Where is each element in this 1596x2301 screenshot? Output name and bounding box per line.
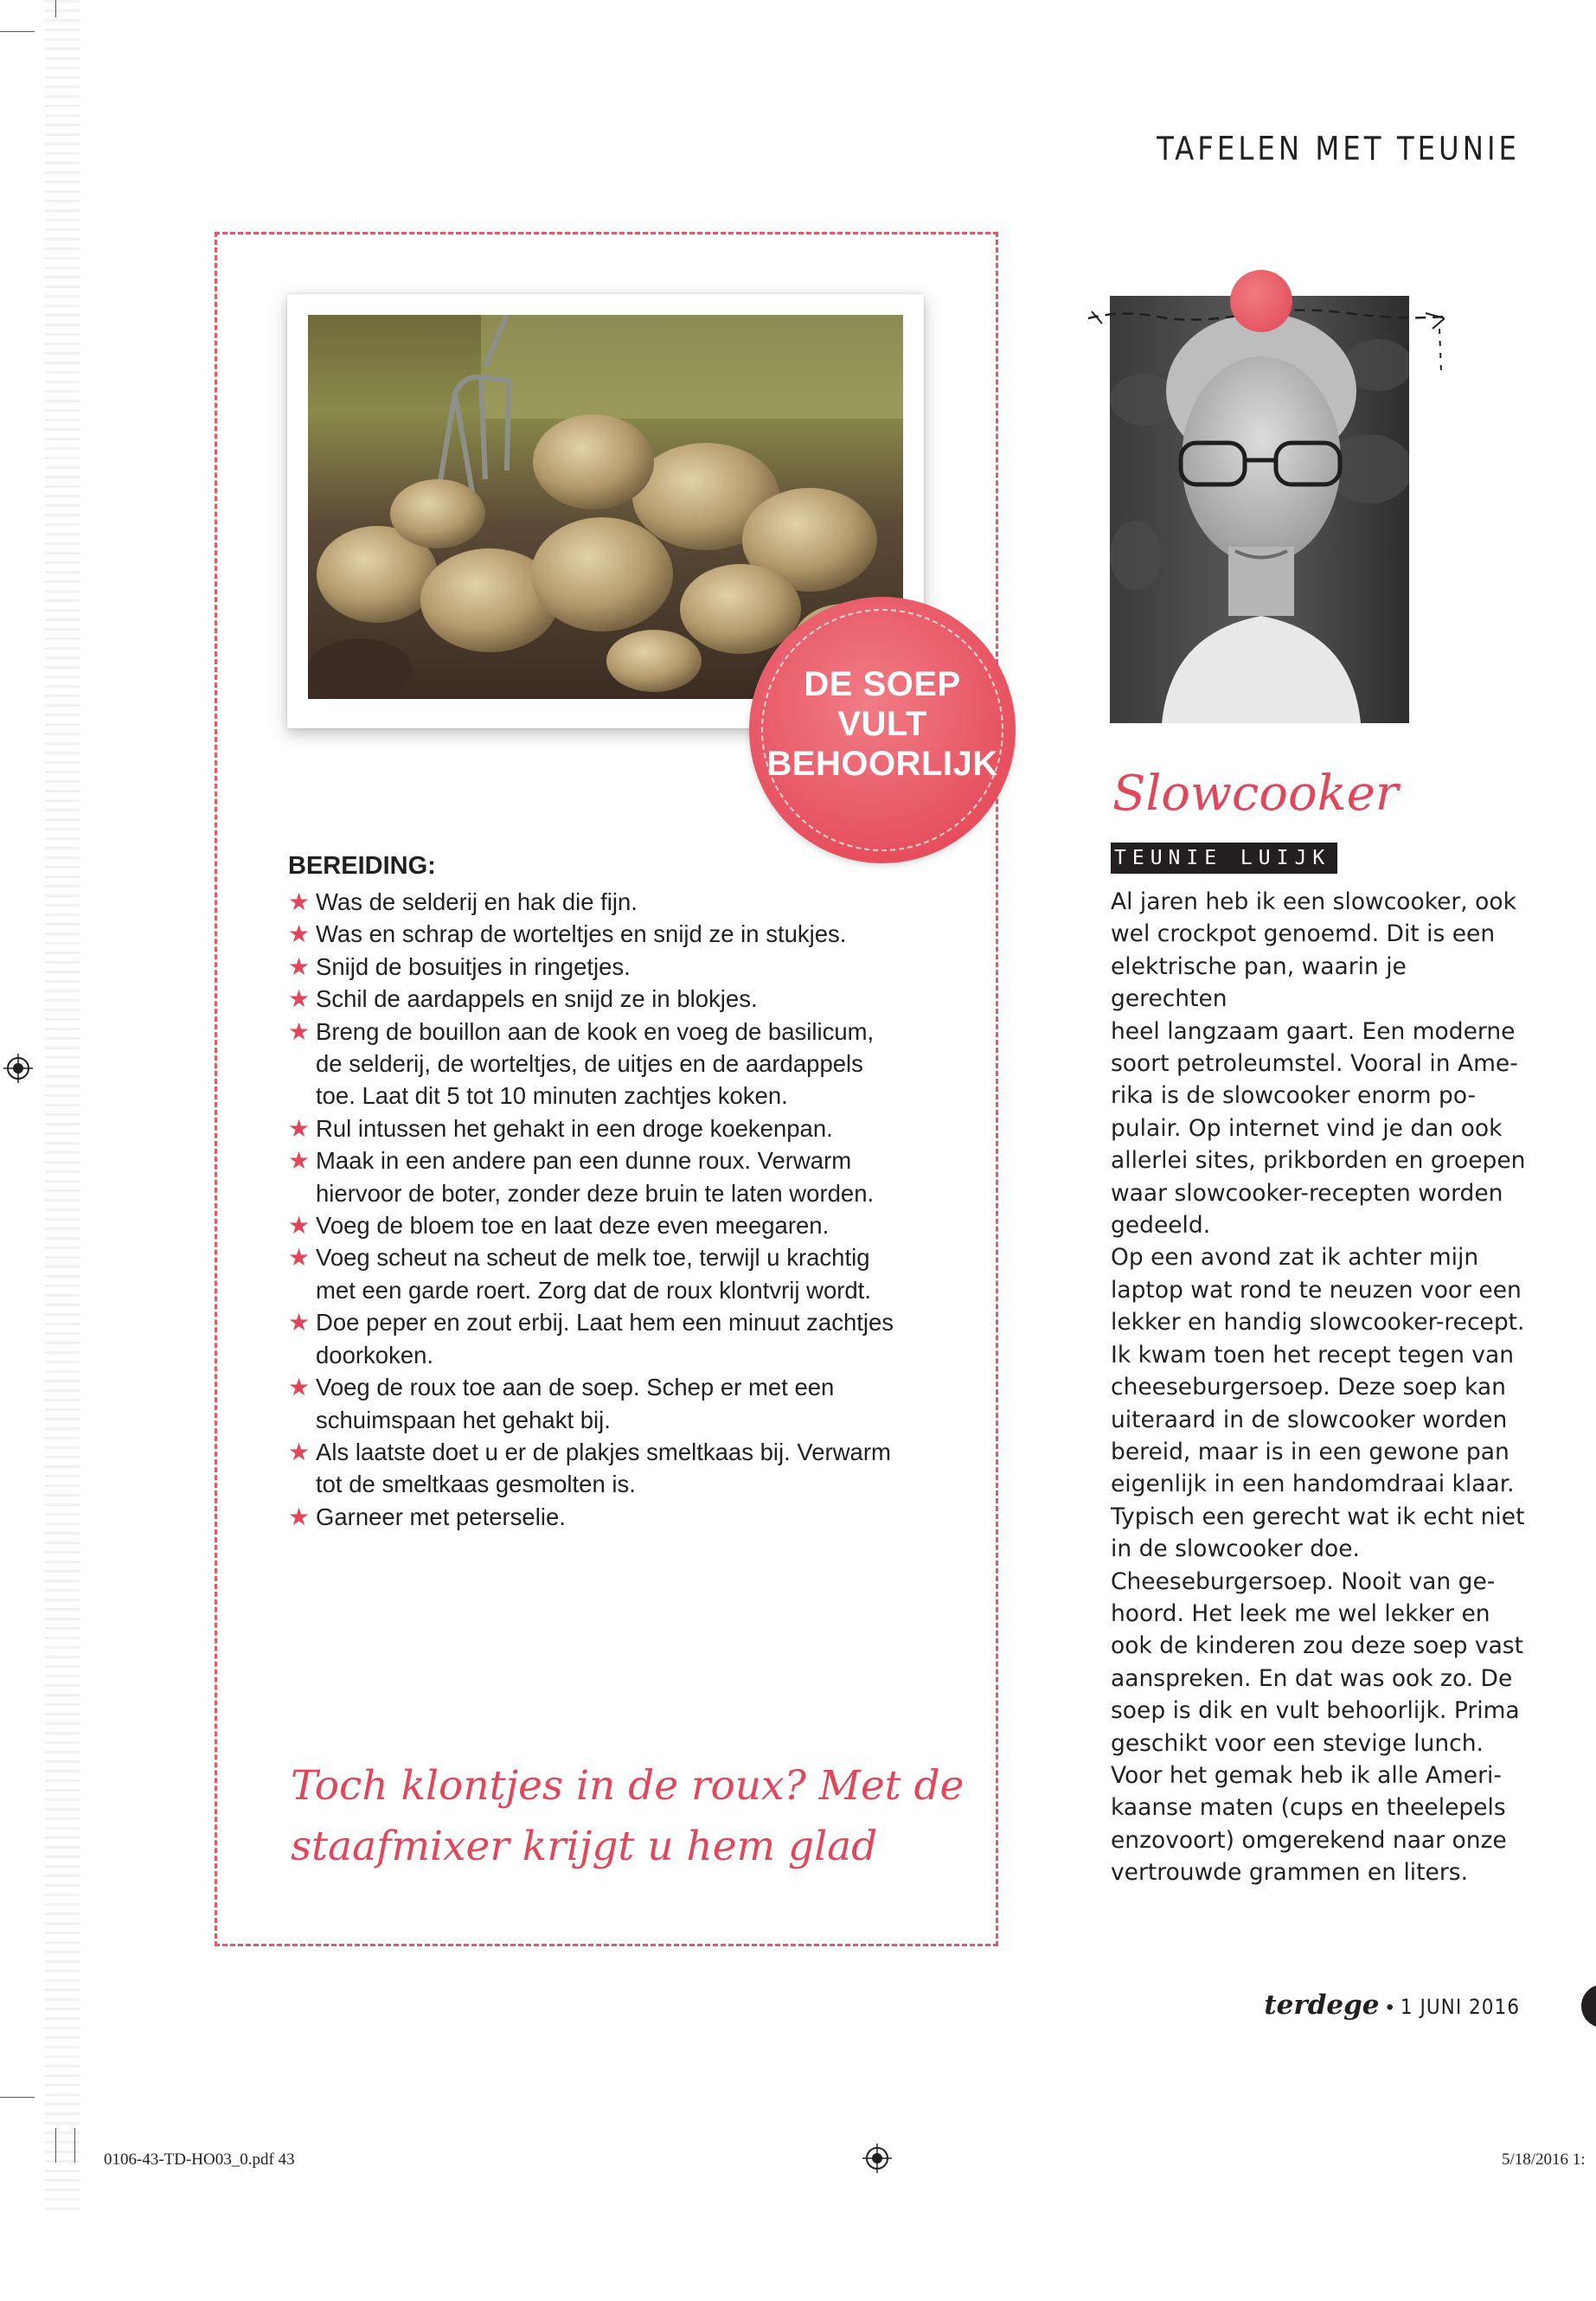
issue-date: 1 JUNI 2016 bbox=[1400, 1995, 1520, 2019]
column-line: Voor het gemak heb ik alle Ameri- bbox=[1111, 1761, 1502, 1789]
recipe-step-line: Garneer met peterselie. bbox=[316, 1503, 566, 1530]
column-line: bereid, maar is in een gewone pan bbox=[1111, 1438, 1509, 1465]
star-bullet-icon: ★ bbox=[288, 1309, 311, 1336]
recipe-step-line: hiervoor de boter, zonder deze bruin te laten worden. bbox=[316, 1179, 875, 1207]
recipe-step-line: Was en schrap de worteltjes en snijd ze in stukjes. bbox=[316, 920, 847, 948]
column-line: elektrische pan, waarin je gerechten bbox=[1111, 952, 1407, 1013]
column-title: Slowcooker bbox=[1112, 766, 1399, 822]
column-line: enzovoort) omgerekend naar onze bbox=[1111, 1826, 1507, 1854]
column-line: pulair. Op internet vind je dan ook bbox=[1111, 1114, 1503, 1142]
column-line: soep is dik en vult behoorlijk. Prima bbox=[1111, 1697, 1520, 1725]
star-bullet-icon: ★ bbox=[288, 985, 311, 1013]
author-byline: TEUNIE LUIJK bbox=[1111, 843, 1337, 874]
recipe-step bbox=[288, 1241, 945, 1306]
star-bullet-icon: ★ bbox=[288, 1244, 311, 1272]
column-line: lekker en handig slowcooker-recept. bbox=[1111, 1309, 1525, 1336]
star-bullet-icon: ★ bbox=[288, 1114, 311, 1142]
crop-mark bbox=[55, 2128, 56, 2163]
recipe-steps-list bbox=[288, 886, 945, 1533]
star-bullet-icon: ★ bbox=[288, 1147, 311, 1175]
column-line: geschikt voor een stevige lunch. bbox=[1111, 1729, 1484, 1757]
recipe-step bbox=[288, 951, 945, 983]
column-line: heel langzaam gaart. Een moderne bbox=[1111, 1017, 1516, 1045]
recipe-step bbox=[288, 1306, 945, 1371]
column-line: eigenlijk in een handomdraai klaar. bbox=[1111, 1471, 1515, 1498]
column-line: kaanse maten (cups en theelepels bbox=[1111, 1794, 1506, 1822]
recipe-step-line: Voeg de bloem toe en laat deze even meegaren. bbox=[316, 1212, 830, 1240]
star-bullet-icon: ★ bbox=[288, 888, 311, 915]
column-line: rika is de slowcooker enorm po- bbox=[1111, 1082, 1477, 1110]
column-body bbox=[1111, 886, 1528, 1889]
column-line: uiteraard in de slowcooker worden bbox=[1111, 1406, 1508, 1433]
print-slug-file: 0106-43-TD-HO03_0.pdf 43 bbox=[104, 2150, 295, 2169]
footer-separator: • bbox=[1386, 1996, 1394, 2019]
badge-line: BEHOORLIJK bbox=[766, 745, 998, 783]
recipe-step-line: Schil de aardappels en snijd ze in blokjes. bbox=[316, 985, 758, 1013]
recipe-step-line: de selderij, de worteltjes, de uitjes en de aardappels bbox=[316, 1050, 863, 1078]
crop-mark bbox=[0, 31, 35, 32]
badge-line: DE SOEP bbox=[804, 665, 961, 703]
recipe-step bbox=[288, 1209, 945, 1241]
recipe-step-line: doorkoken. bbox=[316, 1341, 434, 1368]
pull-quote bbox=[291, 1756, 965, 1877]
print-slug-timestamp: 5/18/2016 1: bbox=[1502, 2150, 1586, 2169]
column-line: aanspreken. En dat was ook zo. De bbox=[1111, 1664, 1513, 1692]
column-line: wel crockpot genoemd. Dit is een bbox=[1111, 920, 1496, 948]
recipe-step-line: Snijd de bosuitjes in ringetjes. bbox=[316, 952, 631, 980]
pin-dot bbox=[1230, 270, 1292, 332]
column-line: waar slowcooker-recepten worden bbox=[1111, 1179, 1503, 1207]
recipe-step bbox=[288, 1436, 945, 1501]
column-line: laptop wat rond te neuzen voor een bbox=[1111, 1276, 1522, 1304]
page-number-tab bbox=[1581, 1984, 1596, 2028]
star-bullet-icon: ★ bbox=[288, 952, 311, 980]
callout-badge-text bbox=[749, 664, 1016, 784]
recipe-step-line: schuimspaan het gehakt bij. bbox=[316, 1406, 611, 1433]
pull-quote-line: staafmixer krijgt u hem glad bbox=[291, 1823, 878, 1870]
crop-mark bbox=[55, 0, 56, 17]
column-line: cheeseburgersoep. Deze soep kan bbox=[1111, 1374, 1506, 1401]
recipe-step-line: Doe peper en zout erbij. Laat hem een minuut zachtjes bbox=[316, 1309, 894, 1336]
running-head: TAFELEN MET TEUNIE bbox=[1157, 130, 1520, 169]
recipe-step bbox=[288, 1501, 945, 1533]
column-line: allerlei sites, prikborden en groepen bbox=[1111, 1147, 1526, 1175]
column-line: in de slowcooker doe. bbox=[1111, 1535, 1360, 1563]
star-bullet-icon: ★ bbox=[288, 1438, 311, 1465]
recipe-step-line: Voeg de roux toe aan de soep. Schep er met een bbox=[316, 1374, 835, 1401]
page-footer bbox=[1264, 1990, 1520, 2021]
registration-mark-icon bbox=[862, 2144, 892, 2173]
star-bullet-icon: ★ bbox=[288, 1374, 311, 1401]
column-line: Op een avond zat ik achter mijn bbox=[1111, 1244, 1479, 1272]
registration-mark-icon bbox=[3, 1054, 33, 1083]
column-line: hoord. Het leek me wel lekker en bbox=[1111, 1599, 1490, 1627]
column-line: ook de kinderen zou deze soep vast bbox=[1111, 1632, 1523, 1660]
recipe-step-line: Was de selderij en hak die fijn. bbox=[316, 888, 638, 915]
recipe-step-line: Maak in een andere pan een dunne roux. Verwarm bbox=[316, 1147, 852, 1175]
recipe-step bbox=[288, 983, 945, 1015]
column-line: gedeeld. bbox=[1111, 1212, 1211, 1240]
star-bullet-icon: ★ bbox=[288, 1503, 311, 1530]
callout-badge bbox=[749, 597, 1016, 863]
column-line: vertrouwde grammen en liters. bbox=[1111, 1859, 1468, 1887]
recipe-step-line: met een garde roert. Zorg dat de roux klontvrij wordt. bbox=[316, 1276, 871, 1304]
magazine-brand: terdege bbox=[1264, 1990, 1380, 2021]
recipe-step-line: Voeg scheut na scheut de melk toe, terwijl u krachtig bbox=[316, 1244, 870, 1272]
recipe-step-line: Als laatste doet u er de plakjes smeltkaas bij. Verwarm bbox=[316, 1438, 891, 1465]
column-line: Ik kwam toen het recept tegen van bbox=[1111, 1341, 1515, 1368]
column-line: soort petroleumstel. Vooral in Ame- bbox=[1111, 1050, 1518, 1078]
recipe-step-line: toe. Laat dit 5 tot 10 minuten zachtjes koken. bbox=[316, 1082, 788, 1110]
column-line: Typisch een gerecht wat ik echt niet bbox=[1111, 1503, 1525, 1530]
star-bullet-icon: ★ bbox=[288, 920, 311, 948]
badge-line: VULT bbox=[837, 705, 927, 743]
column-line: Cheeseburgersoep. Nooit van ge- bbox=[1111, 1567, 1496, 1595]
recipe-step bbox=[288, 1371, 945, 1436]
recipe-heading: BEREIDING: bbox=[288, 852, 436, 880]
crop-mark bbox=[74, 2128, 75, 2163]
scan-gutter-texture bbox=[45, 0, 80, 2214]
recipe-step bbox=[288, 1016, 945, 1112]
recipe-step bbox=[288, 1112, 945, 1144]
recipe-step-line: Rul intussen het gehakt in een droge koekenpan. bbox=[316, 1114, 833, 1142]
recipe-step bbox=[288, 918, 945, 950]
pull-quote-line: Toch klontjes in de roux? Met de bbox=[291, 1762, 965, 1810]
recipe-step bbox=[288, 886, 945, 918]
star-bullet-icon: ★ bbox=[288, 1212, 311, 1240]
recipe-step bbox=[288, 1144, 945, 1209]
crop-mark bbox=[0, 2097, 35, 2098]
star-bullet-icon: ★ bbox=[288, 1017, 311, 1045]
recipe-step-line: tot de smeltkaas gesmolten is. bbox=[316, 1471, 636, 1498]
recipe-step-line: Breng de bouillon aan de kook en voeg de basilicum, bbox=[316, 1017, 875, 1045]
column-line: Al jaren heb ik een slowcooker, ook bbox=[1111, 888, 1516, 915]
